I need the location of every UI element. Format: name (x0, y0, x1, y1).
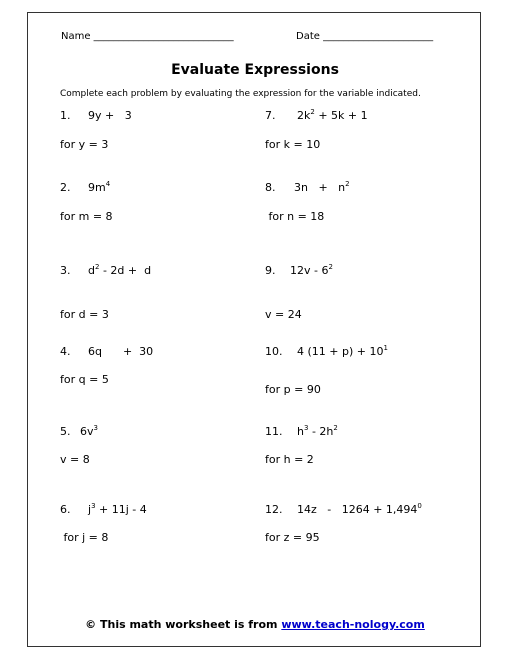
problem-number: 2. (60, 181, 71, 194)
problem-number: 6. (60, 503, 71, 516)
exponent: 1 (383, 344, 388, 352)
problem-condition: for h = 2 (265, 453, 314, 466)
expression-part: 12v - 6 (290, 264, 329, 277)
expression-part: - 2h (308, 425, 334, 438)
expression-part: 9m (88, 181, 106, 194)
exponent: 0 (417, 502, 422, 510)
problem-condition: for y = 3 (60, 138, 109, 151)
expression-part: + 5k + 1 (314, 109, 368, 122)
exponent: 2 (333, 424, 338, 432)
problem-condition: v = 24 (265, 308, 302, 321)
expression-part: 9y + 3 (88, 109, 132, 122)
expression-part: 2k (297, 109, 311, 122)
problem-expression (297, 345, 388, 358)
problem-condition: for q = 5 (60, 373, 109, 386)
expression-part: 3n + n (294, 181, 346, 194)
problem-number: 4. (60, 345, 71, 358)
problem-number: 1. (60, 109, 71, 122)
footer-link[interactable]: www.teach-nology.com (281, 618, 425, 631)
problem-expression (297, 425, 338, 438)
footer-credit (0, 618, 510, 631)
problem-number: 5. (60, 425, 71, 438)
exponent: 2 (328, 263, 333, 271)
expression-part: + 11j - 4 (95, 503, 147, 516)
problem-expression (297, 109, 368, 122)
exponent: 2 (345, 180, 350, 188)
instructions: Complete each problem by evaluating the expression for the variable indicated. (60, 89, 421, 99)
problem-condition: for k = 10 (265, 138, 321, 151)
exponent: 3 (91, 502, 96, 510)
footer-text: © This math worksheet is from (85, 618, 282, 631)
problem-condition: for j = 8 (60, 531, 109, 544)
problem-number: 10. (265, 345, 283, 358)
problem-expression (88, 109, 132, 122)
exponent: 4 (105, 180, 111, 188)
problem-number: 7. (265, 109, 276, 122)
page-title: Evaluate Expressions (171, 62, 339, 78)
expression-part: 4 (11 + p) + 10 (297, 345, 384, 358)
exponent: 2 (94, 263, 100, 271)
problem-condition: v = 8 (60, 453, 90, 466)
exponent: 3 (303, 424, 309, 432)
problem-number: 8. (265, 181, 276, 194)
problem-expression (294, 181, 350, 194)
problem-number: 3. (60, 264, 71, 277)
expression-part: h (297, 425, 304, 438)
problem-expression (88, 503, 147, 516)
problem-condition: for p = 90 (265, 383, 321, 396)
problem-number: 9. (265, 264, 276, 277)
expression-part: 6q + 30 (88, 345, 154, 358)
expression-part: - 2d + d (99, 264, 152, 277)
expression-part: 6v (80, 425, 94, 438)
name-field-label: Name ____________________________ (61, 31, 234, 42)
exponent: 3 (93, 424, 98, 432)
problem-condition: for n = 18 (265, 210, 325, 223)
problem-condition: for d = 3 (60, 308, 109, 321)
expression-part: 14z - 1264 + 1,494 (297, 503, 418, 516)
problem-expression (290, 264, 333, 277)
problem-expression (80, 425, 98, 438)
problem-expression (88, 264, 151, 277)
worksheet-border (27, 12, 481, 647)
problem-expression (88, 181, 110, 194)
problem-number: 12. (265, 503, 283, 516)
problem-expression (297, 503, 422, 516)
problem-number: 11. (265, 425, 283, 438)
expression-part: d (88, 264, 95, 277)
date-field-label: Date ______________________ (296, 31, 434, 42)
exponent: 2 (310, 108, 315, 116)
expression-part: j (88, 503, 92, 516)
problem-condition: for m = 8 (60, 210, 113, 223)
problem-condition: for z = 95 (265, 531, 320, 544)
problem-expression (88, 345, 153, 358)
